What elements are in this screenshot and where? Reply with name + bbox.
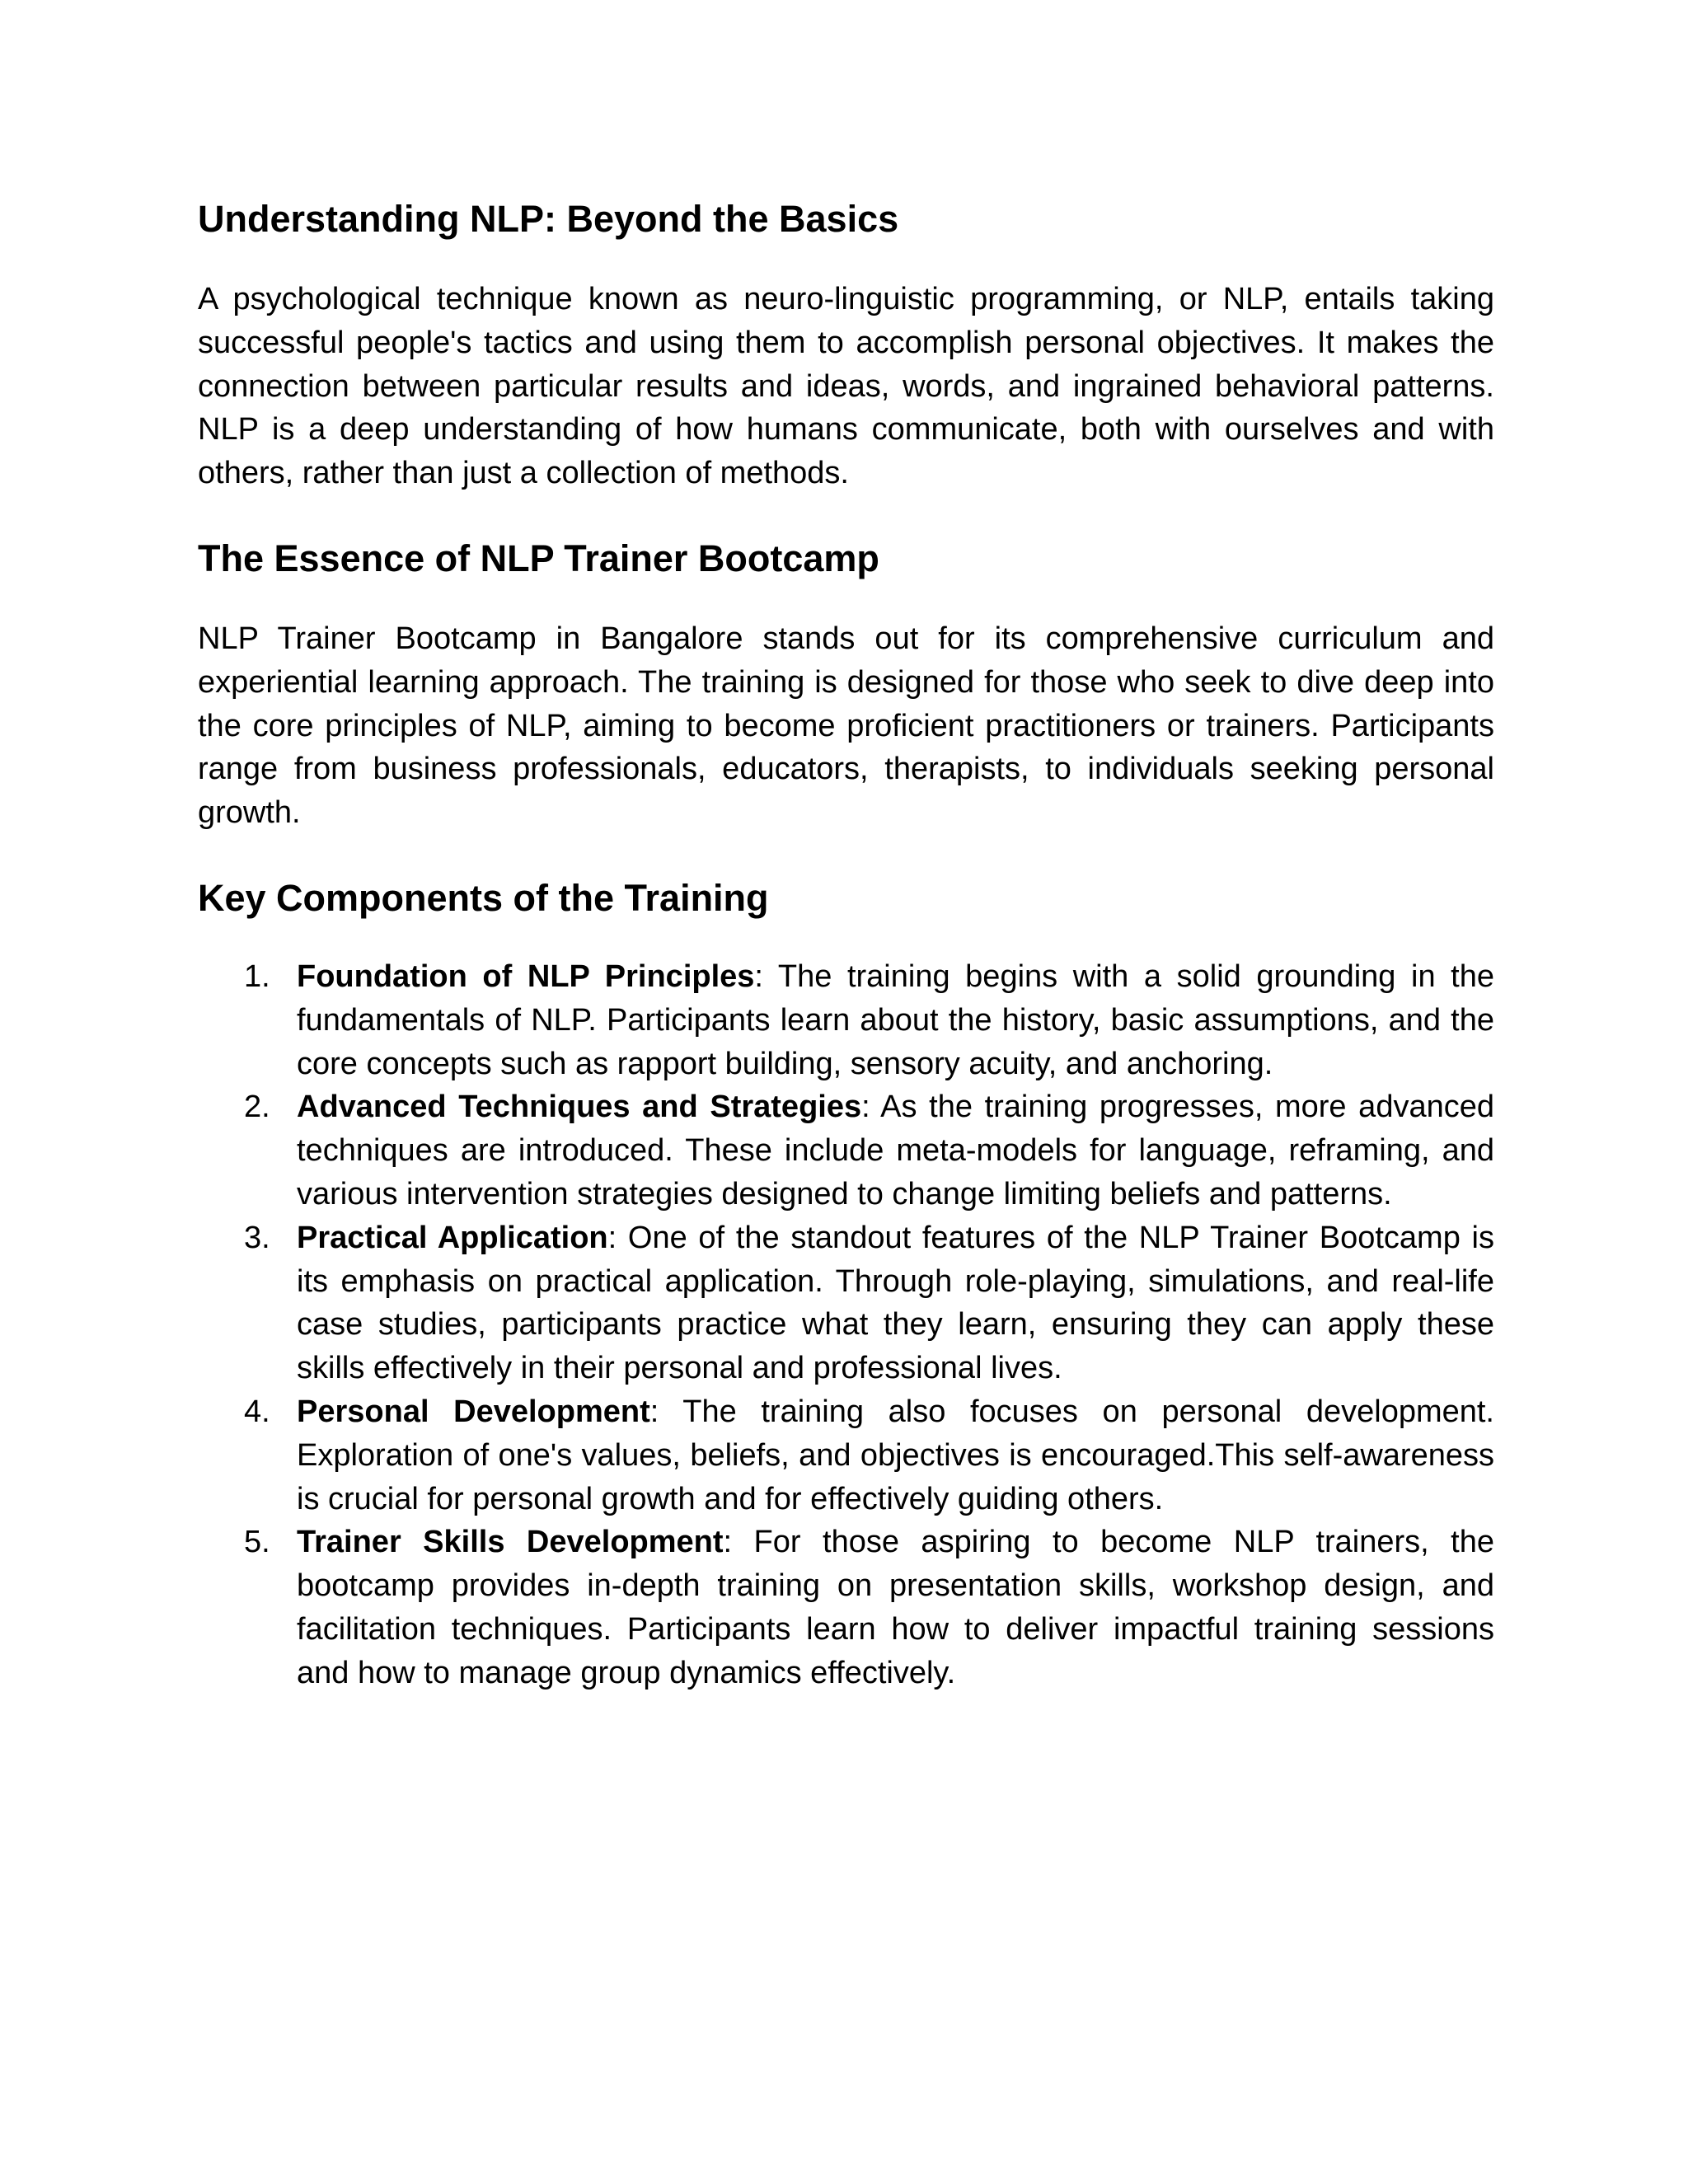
list-item-term: Personal Development: [297, 1394, 650, 1429]
list-item-text: : The training also focuses on personal development. Exploration of one's values, beliefs, and objectives is encouraged.This self-awareness is crucial for personal growth and for effectively guiding others.: [297, 1394, 1494, 1516]
list-item-text: : As the training progresses, more advanced techniques are introduced. These include meta-models for language, reframing, and various intervention strategies designed to change limiting beliefs and patterns.: [297, 1090, 1494, 1212]
list-item-number: 1.: [244, 958, 270, 994]
section-paragraph-essence-bootcamp: NLP Trainer Bootcamp in Bangalore stands out for its comprehensive curriculum and experiential learning approach. The training is designed for those who seek to dive deep into the core principles of NLP, aiming to become proficient practitioners or trainers. Participants range from business professionals, educators, therapists, to individuals seeking personal growth.: [198, 621, 1494, 831]
list-item-number: 4.: [244, 1394, 270, 1429]
list-item: [198, 1521, 1494, 1694]
list-item: [198, 955, 1494, 1085]
list-item: [198, 1390, 1494, 1521]
section-paragraph-understanding-nlp: A psychological technique known as neuro-linguistic programming, or NLP, entails taking successful people's tactics and using them to accomplish personal objectives. It makes the connection between particular results and ideas, words, and ingrained behavioral patterns. NLP is a deep understanding of how humans communicate, both with ourselves and with others, rather than just a collection of methods.: [198, 282, 1494, 491]
list-item-text: : The training begins with a solid grounding in the fundamentals of NLP. Participants learn about the history, basic assumptions, and the core concepts such as rapport building, sensory acuity, and anchoring.: [297, 958, 1494, 1081]
list-item-text: : One of the standout features of the NLP Trainer Bootcamp is its emphasis on practical application. Through role-playing, simulations, and real-life case studies, participants practice what they learn, ensuring they can apply these skills effectively in their personal and professional lives.: [297, 1220, 1494, 1386]
section-heading-essence-bootcamp: The Essence of NLP Trainer Bootcamp: [198, 537, 879, 579]
list-item: [198, 1085, 1494, 1216]
list-item-term: Foundation of NLP Principles: [297, 958, 755, 994]
section-heading-understanding-nlp: Understanding NLP: Beyond the Basics: [198, 198, 899, 240]
list-item-term: Trainer Skills Development: [297, 1525, 724, 1560]
list-item-text: : For those aspiring to become NLP trainers, the bootcamp provides in-depth training on presentation skills, workshop design, and facilitation techniques. Participants learn how to deliver impactful training sessions and how to manage group dynamics effectively.: [297, 1525, 1494, 1690]
list-item-term: Advanced Techniques and Strategies: [297, 1090, 862, 1125]
list-item: [198, 1216, 1494, 1390]
list-item-term: Practical Application: [297, 1220, 608, 1255]
list-item-number: 5.: [244, 1525, 270, 1560]
list-item-number: 2.: [244, 1090, 270, 1125]
section-heading-key-components: Key Components of the Training: [198, 876, 769, 919]
list-item-number: 3.: [244, 1220, 270, 1255]
document-page: [198, 185, 1494, 1695]
key-components-list: [198, 955, 1494, 1695]
